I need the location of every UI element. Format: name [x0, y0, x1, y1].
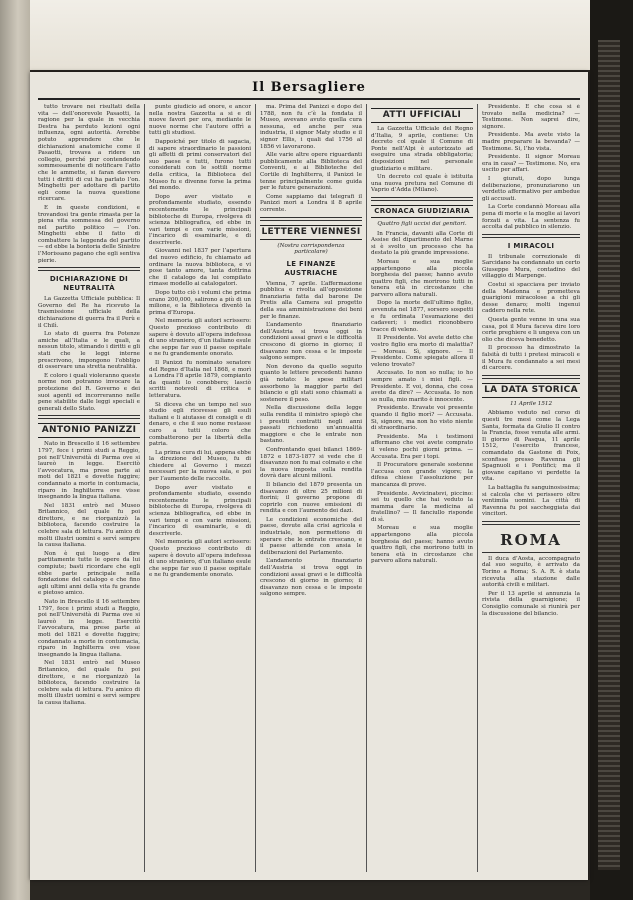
- masthead-rule: [38, 98, 580, 100]
- article-paragraph: Dopo la morte dell’ultimo figlio, avvenuta nel 1877, sorsero sospetti e fu ordinata l’esumazione dei cadaveri; i medici riconobbero tracce di veleno.: [371, 300, 473, 333]
- article-paragraph: Dopo aver visitato e profondamente studiato, essendo recentemente le principali biblioteche di Europa, rivolgeva di scienza bibliografica, ed ebbe in vari tempi e con varie missioni, l’incarico di esaminarle, e di descriverle.: [149, 484, 251, 537]
- article-paragraph: La battaglia fu sanguinosissima; si calcola che vi perissero oltre ventimila uomini. La città di Ravenna fu poi saccheggiata dai vincitori.: [482, 484, 580, 518]
- article-paragraph: Nato in Brescello il 16 settembre 1797, fece i primi studi a Reggio, poi nell’Università di Parma ove si laureò in legge. Esercitò l’avvocatura, ma prese parte ai moti del 1821 e dovette fuggire; condannato a morte in contumacia, riparo in Inghilterra ove visse insegnando la lingua italiana.: [38, 599, 140, 658]
- article-paragraph: Alle varie altre opere riguardanti pubblicamente alla Biblioteca del Conventi, e ai Biblioteche del Cortile di Inghilterra, il Panizzi le tenne principalmente come guida per le future generazioni.: [260, 152, 362, 192]
- column-separator: [477, 104, 478, 872]
- column-2: [149, 104, 251, 872]
- article-paragraph: E in queste condizioni, e trovandosi tra gente rimasta per la piena vita sommessa del governo nel partito politico — l’on. Minghetti ebbe il fatto di combattere la leggenda del partito — ed ebbe la bontoria delle Sinistre l’Morissano pagano che egli sentiva pierie.: [38, 204, 140, 264]
- article-paragraph: Moreau e sua moglie appartengono alla piccola borghesia del paese; hanno avuto quattro figli, che morirono tutti in tenera età in circostanze che parvero allora naturali.: [371, 525, 473, 565]
- article-paragraph: Presidente. Il signor Moreau era in casa? — Testimone. No, era uscito per affari.: [482, 154, 580, 174]
- article-paragraph: La prima cura di lui, appena ebbe la direzione del Museo, fu di chiedere al Governo i mezzi necessari per la nuova sala, e poi per l’aumento delle raccolte.: [149, 449, 251, 483]
- article-paragraph: tutto trovare nei risultati della vita — dell’onorevole Pasaotti, la ragione per la quale in vecchia Destra ha perduto lezioni ogni influenza, ogni autorità. Avrebbe potuto apprendere che le dichiarazioni anatomiche come il Pasaotti, trovava a ridere un collegio, perché pur contendendo sommessamente di notificare l’atto che le ammette, si faran davvero tutti i diritti di cui ha parlato l’on. Minghetti per adottare di partito egli come la nuova questione ricercare.: [38, 104, 140, 203]
- article-paragraph: Nel 1831 entrò nel Museo Britannico, del quale fu poi direttore, e ne riorganizzò la biblioteca, facendo costruire la celebre sala di lettura. Fu amico di molti illustri uomini e servì sempre la causa italiana.: [38, 660, 140, 706]
- section-divider: [482, 234, 580, 238]
- newspaper-page: [30, 72, 588, 880]
- article-paragraph: Presidente. Ma avete visto la madre preparare la bevanda? — Testimone. Si, l’ho vista.: [482, 132, 580, 152]
- article-paragraph: In Francia, davanti alla Corte di Assise del dipartimento del Marne si è svolto un processo che ha destato la più grande impressione.: [371, 230, 473, 257]
- article-paragraph: Costui si spacciava per inviato della Madonna e prometteva guarigioni miracolose a chi gli desse denaro; molti ingenui caddero nella rete.: [482, 282, 580, 315]
- article-paragraph: Dopo tutto ciò i volumi che prima erano 200,000, salirono a più di un milione, e la Biblioteca diventò la prima d’Europa.: [149, 290, 251, 316]
- article-paragraph: La Gazzetta Ufficiale pubblica: Il Governo del Re ha ricevuto la trasmissione ufficiale della dichiarazione di guerra fra il Perù e il Chilì.: [38, 296, 140, 329]
- article-paragraph: Per il 13 aprile si annunzia la rivista della guarnigione; il Consiglio comunale si riunirà per la discussione del bilancio.: [482, 590, 580, 617]
- section-heading: DICHIARAZIONE DI NEUTRALITÀ: [49, 275, 129, 293]
- article-paragraph: punte giudicio ad onore, e ancor nella nostra Gazzetta a si e di nuove favori per ora, mediante le nuove norme che l’autore offrì a tutti gli studiosi.: [149, 104, 251, 137]
- column-separator: [255, 104, 256, 872]
- article-paragraph: Nato in Brescello il 16 settembre 1797, fece i primi studi a Reggio, poi nell’Università di Parma ove si laureò in legge. Esercitò l’avvocatura, ma prese parte ai moti del 1821 e dovette fuggire; condannato a morte in contumacia, riparo in Inghilterra ove visse insegnando la lingua italiana.: [38, 441, 140, 501]
- article-paragraph: Moreau e sua moglie appartengono alla piccola borghesia del paese; hanno avuto quattro figli, che morirono tutti in tenera età in circostanze che parvero allora naturali.: [371, 258, 473, 298]
- article-paragraph: Come sappiamo dai telegrafi il Panizzi mori a Londra il 8 aprile corrente.: [260, 193, 362, 213]
- section-subheading: Quattro figli uccisi dai genitori.: [377, 220, 467, 227]
- article-paragraph: L’andamento finanziario dell’Austria si trova oggi in condizioni assai gravi e le difficoltà crescono di giorno in giorno; il disavanzo non cessa e le imposte salgono sempre.: [260, 322, 362, 362]
- article-paragraph: I giurati, dopo lunga deliberazione, pronunziarono un verdetto affermativo per ambedue gli accusati.: [482, 175, 580, 202]
- article-paragraph: Le condizioni economiche del paese, dovute alla crisi agricola e industriale, non permettono di sperare che le entrate crescano, e il paese attende con ansia le deliberazioni del Parlamento.: [260, 516, 362, 556]
- column-5: [482, 104, 580, 872]
- article-paragraph: Presidente. Avvicinatevi, piccino: sei tu quello che hai veduto la mamma dare la medicina al fratellino? — Il fanciullo risponde di sì.: [371, 490, 473, 523]
- article-paragraph: Il tribunale correzionale di Sarcidano ha condannato un certo Giuseppe Mura, contadino del villaggio di Marpenge.: [482, 253, 580, 280]
- section-heading: LA DATA STORICA: [482, 383, 580, 398]
- section-divider: [482, 552, 580, 553]
- article-paragraph: Non è qui luogo a dire partitamente tutte le opere da lui compiute; basti ricordare che egli ebbe parte principale nella fondazione del catalogo e che fino agli ultimi anni della vita fu grande e pietoso amico.: [38, 550, 140, 597]
- article-paragraph: Il processo ha dimostrato la falsità di tutti i pretesi miracoli e il Mura fu condannato a sei mesi di carcere.: [482, 345, 580, 372]
- article-paragraph: Il Panizzi fu nominato senatore del Regno d’Italia nel 1868, e morì a Londra l’8 aprile 1879, compianto da quanti lo conobbero; lasciò scritti notevoli di critica e letteratura.: [149, 359, 251, 399]
- section-heading: LETTERE VIENNESI: [260, 225, 362, 240]
- section-heading-roma: ROMA: [500, 530, 562, 549]
- article-paragraph: Presidente. Eravate voi presente quando il figlio morì? — Accusata. Si, signore, ma non ho visto niente di straordinario.: [371, 405, 473, 432]
- column-separator: [144, 104, 145, 872]
- article-paragraph: Un decreto col quale è istituita una nuova pretura nel Comune di Vaprio d’Adda (Milano).: [371, 174, 473, 194]
- section-divider: [38, 267, 140, 271]
- article-paragraph: Lo stato di guerra fra Potenze amiche all’Italia e le quali, a nessun titolo, stimando i diritti e gli stati che le leggi interne prescrivono, impongono l’obbligo di osservare una stretta neutralità.: [38, 331, 140, 371]
- section-heading: ANTONIO PANIZZI: [38, 423, 140, 438]
- article-paragraph: Giovanni nel 1837 per l’apertura del nuovo edificio, fu chiamato ad ordinare la nuova biblioteca, e vi pose tanto amore, tanta dottrina che il catalogo da lui compilato rimase modello ai catalogatori.: [149, 248, 251, 288]
- article-paragraph: Presidente. Ma i testimoni affermano che voi avete comprato il veleno pochi giorni prima. — Accusata. Era per i topi.: [371, 433, 473, 460]
- section-divider: [38, 415, 140, 419]
- article-paragraph: La Gazzetta Ufficiale del Regno d’Italia, 9 aprile, contiene: Un decreto col quale il Comune di Ponte nell’Alpi è autorizzato ad eseguire una strada obbligatoria; disposizioni nel personale giudiziario e militare.: [371, 126, 473, 172]
- article-paragraph: Il duca d’Aosta, accompagnato dal suo seguito, è arrivato da Torino a Roma; S. A. R. è stata ricevuta alla stazione dalle autorità civili e militari.: [482, 555, 580, 589]
- article-heading: LE FINANZE AUSTRIACHE: [284, 259, 338, 277]
- article-paragraph: Dappoiché per titolo di sagacia, di sapere straordinario le passioni gli affetti di primi conservatori del suo paese e tutti, furono tutti considerati con le sottili norme della critica, la Biblioteca del Museo fu e divenne forse la prima del mondo.: [149, 138, 251, 192]
- section-heading: ATTI UFFICIALI: [371, 108, 473, 123]
- adjacent-page-edge: [598, 40, 620, 870]
- article-paragraph: Si diceva che un tempo nel suo studio egli ricevesse gli esuli italiani e li aiutasse di consigli e di denaro, e che il suo nome restasse caro a tutti coloro che combatterono per la libertà della patria.: [149, 401, 251, 448]
- article-paragraph: Questa gente venne in una sua casa, poi il Mura faceva dire loro certe preghiere e li ungeva con un olio che diceva benedetto.: [482, 317, 580, 343]
- scan-right-edge: [590, 0, 633, 900]
- section-heading: CRONACA GIUDIZIARIA: [371, 205, 473, 218]
- column-3: [260, 104, 362, 872]
- section-divider: [371, 197, 473, 201]
- section-heading: I MIRACOLI: [507, 241, 555, 250]
- article-paragraph: Abbiamo veduto nel corso di questi tre mesi come la Lega Santa, formata da Giulio II contro la Francia, fosse venuta alle armi. Il giorno di Pasqua, 11 aprile 1512, l’esercito francese, comandato da Gastone di Foix, sconfisse presso Ravenna gli Spagnuoli e i Pontifici; ma il giovane capitano vi perdette la vita.: [482, 410, 580, 483]
- scan-background-top: [0, 0, 633, 70]
- article-paragraph: Accusato. Io non so nulla; io ho sempre amato i miei figli. — Presidente. E voi, donna, che cosa avete da dire? — Accusata. Io non so nulla, mio marito è innocente.: [371, 370, 473, 403]
- newspaper-masthead: Il Bersagliere: [252, 80, 366, 95]
- article-paragraph: Nel memoria gli autori scrissero: Questo prezioso contributo di sapere è dovuto all’opera indefessa di uno straniero, d’un italiano esule che seppe far suo il paese ospitale e ne fu grandemente onorato.: [149, 539, 251, 579]
- article-paragraph: E coloro i quali violeranno queste norme non potranno invocare la protezione del R. Governo e dei suoi agenti ed incorreranno nelle pene stabilite dalle leggi speciali e generali dello Stato.: [38, 372, 140, 412]
- section-divider: [260, 217, 362, 221]
- section-divider: [482, 521, 580, 525]
- article-paragraph: Non devono da quello seguito quanto le lettere precedenti hanno già notato: le spese militari assorbono la maggior parte del bilancio e gli stati sono chiamati a sostenere il peso.: [260, 363, 362, 403]
- article-paragraph: Il Presidente. Voi avete detto che vostro figlio era morto di malattia? — Moreau. Sì, signore. — Il Presidente. Come spiegate allora il veleno trovato?: [371, 335, 473, 368]
- article-paragraph: Il bilancio del 1879 presenta un disavanzo di oltre 25 milioni di fiorini; il governo propone di coprirlo con nuove emissioni di rendita e con l’aumento dei dazi.: [260, 481, 362, 515]
- section-subheading: (Nostra corrispondenza particolare): [277, 242, 345, 256]
- article-paragraph: La Corte condannò Moreau alla pena di morte e la moglie ai lavori forzati a vita. La sentenza fu accolta dal pubblico in silenzio.: [482, 204, 580, 231]
- section-divider: [482, 375, 580, 379]
- article-paragraph: Il Procuratore generale sostenne l’accusa con grande vigore; la difesa chiese l’assoluzione per mancanza di prove.: [371, 462, 473, 488]
- column-4: [371, 104, 473, 872]
- article-paragraph: Nel memoria gli autori scrissero: Questo prezioso contributo di sapere è dovuto all’opera indefessa di uno straniero, d’un italiano esule che seppe far suo il paese ospitale e ne fu grandemente onorato.: [149, 318, 251, 358]
- article-paragraph: Presidente. E che cosa si è trovato nella medicina? — Testimone. Non saprei dire, signore.: [482, 104, 580, 130]
- article-paragraph: Nella discussione della legge sulla rendita il ministro spiegò che i prestiti contratti negli anni passati richiedono un’annualità maggiore e che le entrate non bastano.: [260, 405, 362, 445]
- book-binding-edge: [0, 0, 30, 900]
- section-subheading: 11 Aprile 1512: [509, 400, 553, 407]
- column-1: [38, 104, 140, 872]
- article-paragraph: Vienna, 7 aprile. L’affermazione pubblica e rivolta all’opposizione finanziaria fatta dal barone De Pretis alla Camera sul progetto della sua amministrazione dei beni per le finanze.: [260, 280, 362, 320]
- article-paragraph: Confrontando quei bilanci 1869-1872 e 1873-1877 si vede che il disavanzo non fu mai colmato e che la nuova imposta sulla rendita dovrà dare alcuni milioni.: [260, 446, 362, 480]
- article-paragraph: L’andamento finanziario dell’Austria si trova oggi in condizioni assai gravi e le difficoltà crescono di giorno in giorno; il disavanzo non cessa e le imposte salgono sempre.: [260, 558, 362, 598]
- column-separator: [366, 104, 367, 872]
- article-paragraph: Nel 1831 entrò nel Museo Britannico, del quale fu poi direttore, e ne riorganizzò la biblioteca, facendo costruire la celebre sala di lettura. Fu amico di molti illustri uomini e servì sempre la causa italiana.: [38, 502, 140, 549]
- article-paragraph: ma. Prima del Panizzi e dopo del 1788, non fu c’è la fondata il Museo, avevano avuto quella cura nessuna, ed anche per sua industria, il signor Maty studio e il signor Ellis, i quali dal 1756 al 1856 vi lavorarono.: [260, 104, 362, 150]
- article-paragraph: Dopo aver visitato e profondamente studiato, essendo recentemente le principali biblioteche di Europa, rivolgeva di scienza bibliografica, ed ebbe in vari tempi e con varie missioni, l’incarico di esaminarle, e di descriverle.: [149, 193, 251, 246]
